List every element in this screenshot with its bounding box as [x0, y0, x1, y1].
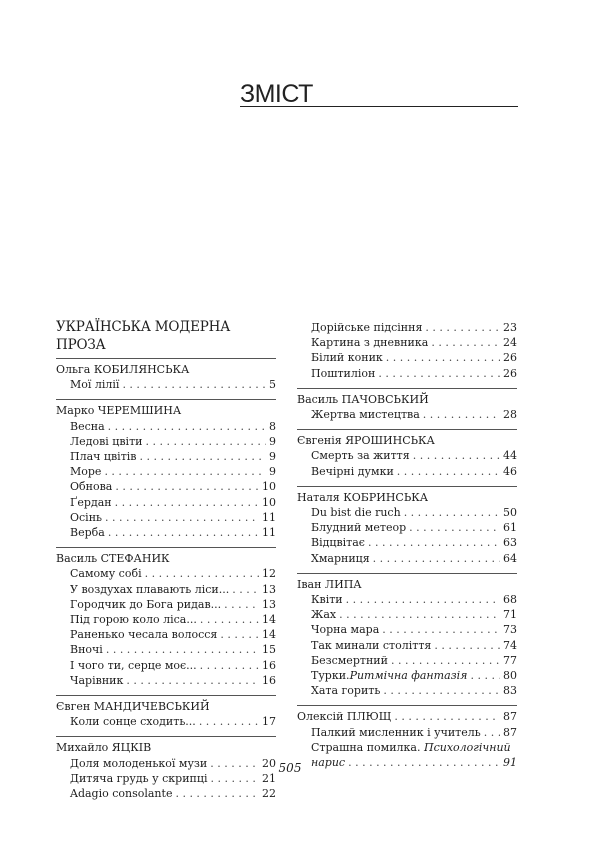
toc-entry[interactable] — [297, 725, 517, 740]
dot-leader — [104, 464, 266, 479]
page-ref: 8 — [269, 419, 276, 433]
toc-entry-title: Городчик до Бога ридав... — [70, 597, 222, 611]
toc-entry[interactable] — [297, 638, 517, 653]
toc-entry[interactable] — [297, 592, 517, 607]
dot-leader — [200, 612, 259, 627]
toc-entry[interactable] — [56, 566, 276, 581]
toc-entry[interactable] — [297, 464, 517, 479]
author-group — [56, 399, 276, 543]
toc-entry-title: Жертва мистецтва — [311, 408, 420, 422]
toc-entry-title: Чарівник — [70, 673, 124, 687]
page-ref: 12 — [262, 567, 276, 581]
toc-entry-title: Відцвітає — [311, 536, 365, 550]
toc-entry[interactable] — [56, 479, 276, 494]
page-ref: 91 — [503, 756, 517, 770]
author-group — [56, 547, 276, 691]
author-group — [297, 318, 517, 384]
toc-entry-title: Верба — [70, 526, 105, 540]
section-heading: УКРАЇНСЬКА МОДЕРНА ПРОЗА — [56, 319, 231, 353]
page-ref: 20 — [262, 756, 276, 770]
toc-entry[interactable] — [297, 520, 517, 535]
dot-leader — [409, 520, 500, 535]
toc-entry[interactable] — [56, 658, 276, 673]
page-ref: 83 — [503, 684, 517, 698]
dot-leader — [122, 377, 266, 392]
toc-entry-cont-title: нарис — [311, 756, 346, 770]
dot-leader — [200, 658, 259, 673]
toc-right-column — [297, 318, 517, 773]
toc-entry[interactable] — [56, 642, 276, 657]
dot-leader — [339, 607, 500, 622]
author-entry[interactable] — [297, 709, 517, 724]
page-ref: 10 — [262, 495, 276, 509]
page-ref: 5 — [269, 378, 276, 392]
dot-leader — [425, 320, 500, 335]
dot-leader — [394, 709, 500, 724]
toc-entry-title: Доля молоденької музи — [70, 756, 208, 770]
toc-entry-title: Коли сонце сходить... — [70, 715, 196, 729]
author-group — [297, 429, 517, 482]
toc-entry-title: Вечірні думки — [311, 464, 394, 478]
dot-leader — [383, 683, 500, 698]
toc-entry[interactable] — [56, 673, 276, 688]
toc-entry-title: Хмарниця — [311, 551, 370, 565]
toc-entry[interactable] — [297, 653, 517, 668]
page-ref: 26 — [503, 351, 517, 365]
toc-entry-title: Дитяча грудь у скрипці — [70, 771, 208, 785]
toc-entry[interactable] — [297, 335, 517, 350]
dot-leader — [220, 627, 259, 642]
page-ref: 11 — [262, 510, 276, 524]
toc-entry-subtitle: Психологічний — [423, 740, 511, 754]
dot-leader — [382, 622, 500, 637]
dot-leader — [232, 582, 259, 597]
toc-entry-title: Палкий мисленник і учитель — [311, 725, 481, 739]
toc-entry-subtitle: Ритмічна фантазія — [349, 669, 468, 683]
dot-leader — [346, 592, 500, 607]
page-ref: 14 — [262, 628, 276, 642]
author-name: Василь ПАЧОВСЬКИЙ — [297, 392, 429, 406]
author-name: Ольга КОБИЛЯНСЬКА — [56, 363, 190, 376]
toc-entry[interactable] — [56, 714, 276, 729]
page-ref: 10 — [262, 480, 276, 494]
title-rule — [240, 106, 518, 107]
toc-entry[interactable] — [56, 525, 276, 540]
toc-entry[interactable] — [56, 449, 276, 464]
page-ref: 87 — [503, 725, 517, 739]
page-ref: 73 — [503, 623, 517, 637]
page-ref: 14 — [262, 613, 276, 627]
page-ref: 80 — [503, 669, 517, 683]
dot-leader — [413, 448, 500, 463]
author-group — [56, 358, 276, 395]
author-name: Михайло ЯЦКІВ — [56, 741, 152, 755]
toc-entry[interactable] — [297, 448, 517, 463]
toc-entry[interactable] — [297, 505, 517, 520]
toc-entry-title: Квіти — [311, 593, 343, 607]
page-ref: 68 — [503, 593, 517, 607]
dot-leader — [431, 335, 500, 350]
author-name: Євгенія ЯРОШИНСЬКА — [297, 434, 435, 448]
author-group — [297, 388, 517, 425]
page-ref: 61 — [503, 521, 517, 535]
toc-entry[interactable] — [297, 668, 517, 683]
dot-leader — [484, 725, 500, 740]
dot-leader — [368, 535, 500, 550]
page-ref: 77 — [503, 653, 517, 667]
toc-entry[interactable] — [297, 350, 517, 365]
toc-entry-title: Під горою коло ліса... — [70, 613, 197, 627]
toc-entry-title: Білий коник — [311, 351, 383, 365]
toc-entry[interactable] — [297, 607, 517, 622]
toc-entry-title: Весна — [70, 419, 105, 433]
dot-leader — [391, 653, 500, 668]
author-group — [56, 695, 276, 732]
dot-leader — [397, 464, 500, 479]
toc-entry-title: Страшна помилка. — [311, 740, 421, 754]
toc-entry-title: Турки. — [311, 669, 350, 683]
toc-entry-title: Мої лілії — [70, 378, 120, 392]
page-number: 505 — [278, 761, 302, 775]
page-ref: 71 — [503, 608, 517, 622]
toc-entry[interactable] — [297, 622, 517, 637]
dot-leader — [126, 673, 259, 688]
dot-leader — [373, 551, 500, 566]
page-ref: 9 — [269, 450, 276, 464]
page-ref: 63 — [503, 536, 517, 550]
page-ref: 22 — [262, 787, 276, 801]
toc-entry[interactable] — [56, 597, 276, 612]
toc-entry-title: Хата горить — [311, 684, 381, 698]
toc-entry-title: Дорійське підсіння — [311, 321, 423, 334]
toc-entry-title: Поштиліон — [311, 366, 376, 380]
page-ref: 46 — [503, 464, 517, 478]
dot-leader — [434, 638, 500, 653]
toc-entry[interactable] — [56, 419, 276, 434]
author-name: Іван ЛИПА — [297, 577, 362, 591]
dot-leader — [106, 642, 259, 657]
toc-entry-title: Чорна мара — [311, 623, 380, 637]
toc-entry-title: Обнова — [70, 480, 113, 494]
dot-leader — [140, 449, 267, 464]
author-group — [297, 573, 517, 702]
toc-entry[interactable] — [297, 320, 517, 335]
page-ref: 44 — [503, 449, 517, 463]
page-ref: 87 — [503, 710, 517, 724]
dot-leader — [115, 495, 259, 510]
toc-entry[interactable] — [56, 612, 276, 627]
toc-entry-title: Картина з дневника — [311, 336, 429, 350]
page-ref: 13 — [262, 582, 276, 596]
dot-leader — [145, 566, 259, 581]
toc-entry-title: Жах — [311, 608, 337, 622]
toc-left-column — [56, 318, 276, 804]
toc-entry-title: І чого ти, серце моє... — [70, 658, 197, 672]
dot-leader — [146, 434, 267, 449]
toc-entry-title: Безсмертний — [311, 653, 388, 667]
toc-entry-title: Самому собі — [70, 567, 142, 581]
dot-leader — [115, 479, 259, 494]
toc-entry[interactable] — [297, 366, 517, 381]
toc-entry[interactable] — [56, 510, 276, 525]
page-ref: 23 — [503, 321, 517, 334]
page-title: ЗМІСТ — [240, 80, 313, 108]
toc-entry[interactable] — [56, 582, 276, 597]
toc-entry-title: Плач цвітів — [70, 450, 137, 464]
author-name: Наталя КОБРИНСЬКА — [297, 490, 429, 504]
author-name: Василь СТЕФАНИК — [56, 552, 170, 566]
toc-entry[interactable] — [56, 627, 276, 642]
toc-entry-title: Осінь — [70, 510, 103, 524]
dot-leader — [378, 366, 500, 381]
toc-entry[interactable] — [297, 535, 517, 550]
toc-entry-title: Ледові цвіти — [70, 434, 143, 448]
page-ref: 13 — [262, 597, 276, 611]
dot-leader — [108, 419, 266, 434]
toc-entry[interactable] — [56, 495, 276, 510]
page-ref: 9 — [269, 465, 276, 479]
toc-entry[interactable] — [56, 786, 276, 801]
author-name: Марко ЧЕРЕМШИНА — [56, 404, 182, 418]
page-ref: 16 — [262, 673, 276, 687]
page-ref: 21 — [262, 771, 276, 785]
page-ref: 15 — [262, 643, 276, 657]
toc-entry-title: Раненько чесала волосся — [70, 628, 218, 642]
toc-entry[interactable] — [297, 683, 517, 698]
toc-entry-title: Ґердан — [70, 495, 112, 509]
toc-entry-title: Так минали століття — [311, 638, 432, 652]
toc-entry-title: Смерть за життя — [311, 449, 410, 463]
dot-leader — [175, 786, 259, 801]
page-ref: 26 — [503, 366, 517, 380]
page-ref: 74 — [503, 638, 517, 652]
page-ref: 16 — [262, 658, 276, 672]
page-ref: 28 — [503, 408, 517, 422]
toc-entry-title: Adagio consolante — [70, 787, 173, 801]
toc-entry-title: Море — [70, 465, 102, 479]
toc-entry[interactable] — [56, 464, 276, 479]
page-ref: 11 — [262, 526, 276, 540]
author-name: Євген МАНДИЧЕВСЬКИЙ — [56, 700, 210, 714]
dot-leader — [423, 407, 500, 422]
dot-leader — [105, 510, 259, 525]
toc-entry-title: Блудний метеор — [311, 521, 407, 535]
page-ref: 17 — [262, 715, 276, 729]
page-ref: 50 — [503, 506, 517, 520]
page-ref: 9 — [269, 434, 276, 448]
toc-entry[interactable] — [56, 377, 276, 392]
toc-entry[interactable] — [297, 407, 517, 422]
dot-leader — [470, 668, 500, 683]
toc-entry-title: Вночі — [70, 643, 103, 657]
author-group — [297, 486, 517, 569]
dot-leader — [224, 597, 259, 612]
page-ref: 24 — [503, 336, 517, 350]
page-ref: 64 — [503, 551, 517, 565]
toc-entry[interactable] — [56, 434, 276, 449]
dot-leader — [199, 714, 259, 729]
toc-entry-title: У воздухах плавають ліси... — [70, 582, 230, 596]
dot-leader — [386, 350, 500, 365]
dot-leader — [108, 525, 259, 540]
dot-leader — [404, 505, 500, 520]
toc-entry-title: Du bist die ruch — [311, 506, 401, 520]
toc-entry[interactable] — [297, 551, 517, 566]
author-entry-title: Олексій ПЛЮЩ — [297, 710, 392, 724]
